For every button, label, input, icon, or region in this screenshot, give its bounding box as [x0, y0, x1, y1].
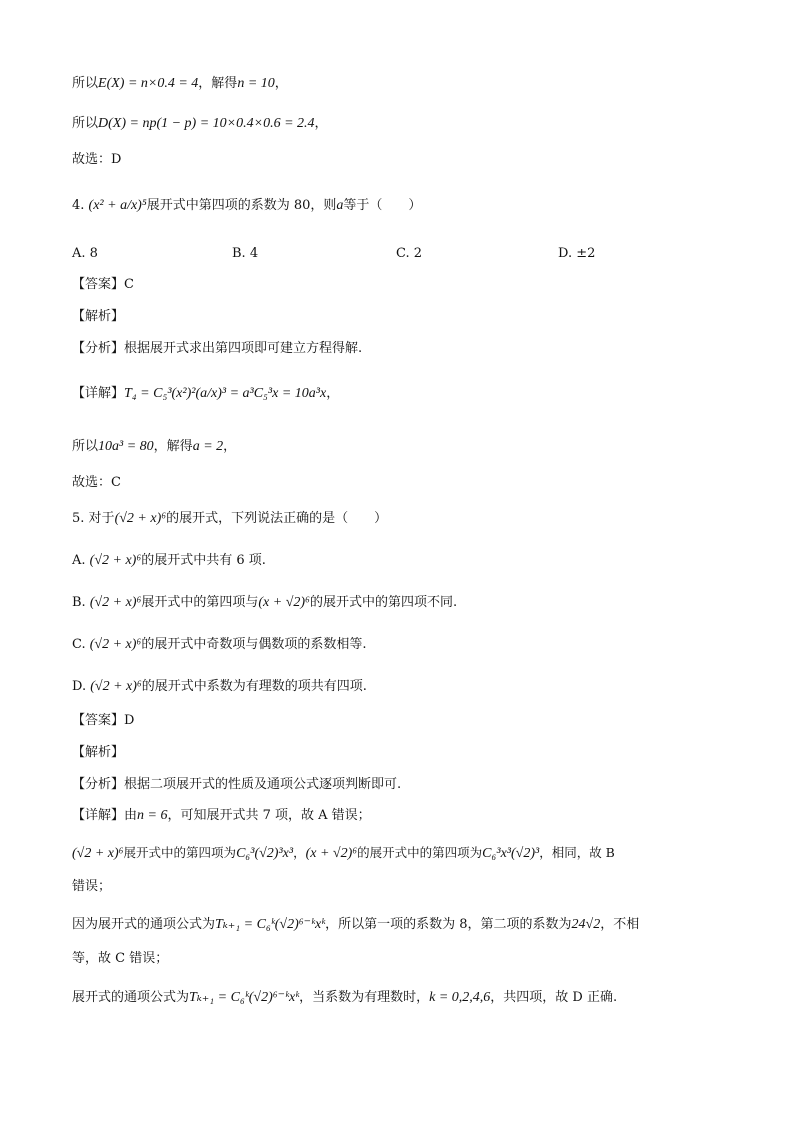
solve-4: 所以10a³ = 80，解得a = 2，	[72, 439, 237, 454]
answer-5: 【答案】D	[72, 713, 135, 728]
answer-4: 【答案】C	[72, 277, 134, 292]
detail-5-a: 【详解】由n = 6，可知展开式共 7 项，故 A 错误；	[72, 808, 371, 823]
q5-option-c: C. (√2 + x)⁶的展开式中奇数项与偶数项的系数相等.	[72, 637, 367, 652]
detail-5-b-cont: 错误；	[72, 879, 112, 894]
choice-4: 故选：C	[72, 475, 121, 490]
detail-5-b: (√2 + x)⁶展开式中的第四项为C₆³(√2)³x³，(x + √2)⁶的展开式中的第四项为C₆³x³(√2)³，相同，故 B	[72, 845, 615, 861]
q5-option-b: B. (√2 + x)⁶展开式中的第四项与(x + √2)⁶的展开式中的第四项不同.	[72, 595, 458, 610]
q4-option-b: B. 4	[232, 246, 259, 261]
analysis-5: 【分析】根据二项展开式的性质及通项公式逐项判断即可.	[72, 777, 402, 792]
question-4: 4. (x² + a/x)⁵展开式中第四项的系数为 80，则a等于（ ）	[72, 198, 422, 213]
question-5: 5. 对于(√2 + x)⁶的展开式，下列说法正确的是（ ）	[72, 511, 388, 526]
detail-5-c: 因为展开式的通项公式为Tₖ₊₁ = C₆ᵏ(√2)⁶⁻ᵏxᵏ，所以第一项的系数为 8，第二项的系数为24√2，不相	[72, 917, 640, 932]
q5-option-a: A. (√2 + x)⁶的展开式中共有 6 项.	[72, 553, 266, 568]
analysis-4: 【分析】根据展开式求出第四项即可建立方程得解.	[72, 341, 363, 356]
q4-option-d: D. ±2	[558, 246, 596, 261]
detail-5-d: 展开式的通项公式为Tₖ₊₁ = C₆ᵏ(√2)⁶⁻ᵏxᵏ，当系数为有理数时，k = 0,2,4,6，共四项，故 D 正确.	[72, 990, 618, 1005]
q5-option-d: D. (√2 + x)⁶的展开式中系数为有理数的项共有四项.	[72, 679, 367, 694]
line-ex: 所以E(X) = n×0.4 = 4，解得n = 10，	[72, 76, 288, 91]
analysis-heading-5: 【解析】	[72, 745, 125, 760]
detail-4: 【详解】T₄ = C₅³(x²)²(a/x)³ = a³C₅³x = 10a³x，	[72, 386, 340, 401]
q4-option-c: C. 2	[396, 246, 423, 261]
q4-option-a: A. 8	[72, 246, 98, 261]
detail-5-c-cont: 等，故 C 错误；	[72, 951, 169, 966]
line-choice-d: 故选：D	[72, 152, 122, 167]
analysis-heading-4: 【解析】	[72, 309, 125, 324]
line-dx: 所以D(X) = np(1 − p) = 10×0.4×0.6 = 2.4，	[72, 116, 328, 131]
